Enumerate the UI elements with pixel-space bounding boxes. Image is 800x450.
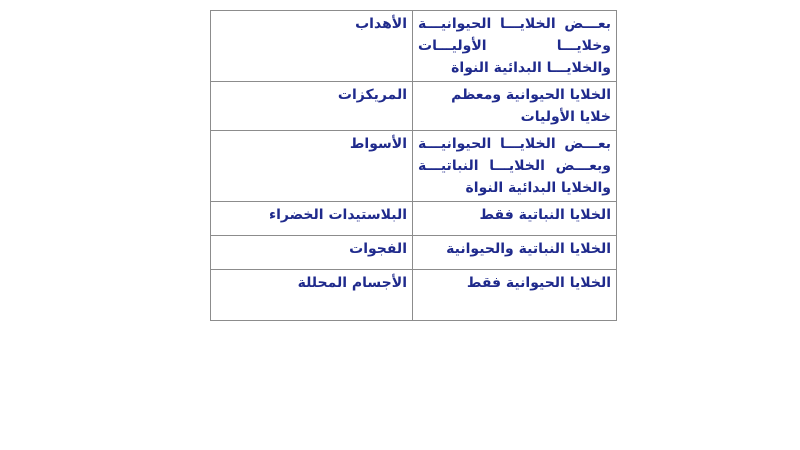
location-cell: الخلايا الحيوانية فقط [413,270,617,321]
table-row [211,131,617,202]
location-cell: بعـــض الخلايـــا الحيوانيـــة وخلايـــا الأوليـــات والخلايـــا البدائية النواة [413,11,617,82]
organelle-cell: الأجسام المحللة [211,270,413,321]
organelle-cell: الأهداب [211,11,413,82]
organelle-cell: الأسواط [211,131,413,202]
table-row [211,202,617,236]
location-cell: الخلايا الحيوانية ومعظم خلايا الأوليات [413,82,617,131]
organelle-location-table [210,10,617,321]
table-row [211,236,617,270]
location-cell: الخلايا النباتية فقط [413,202,617,236]
location-cell: الخلايا النباتية والحيوانية [413,236,617,270]
organelle-cell: البلاستيدات الخضراء [211,202,413,236]
organelle-cell: المريكزات [211,82,413,131]
table-row [211,270,617,321]
table-row [211,11,617,82]
location-cell: بعـــض الخلايـــا الحيوانيـــة وبعـــض الخلايـــا النباتيـــة والخلايا البدائية النواة [413,131,617,202]
table-row [211,82,617,131]
organelle-cell: الفجوات [211,236,413,270]
